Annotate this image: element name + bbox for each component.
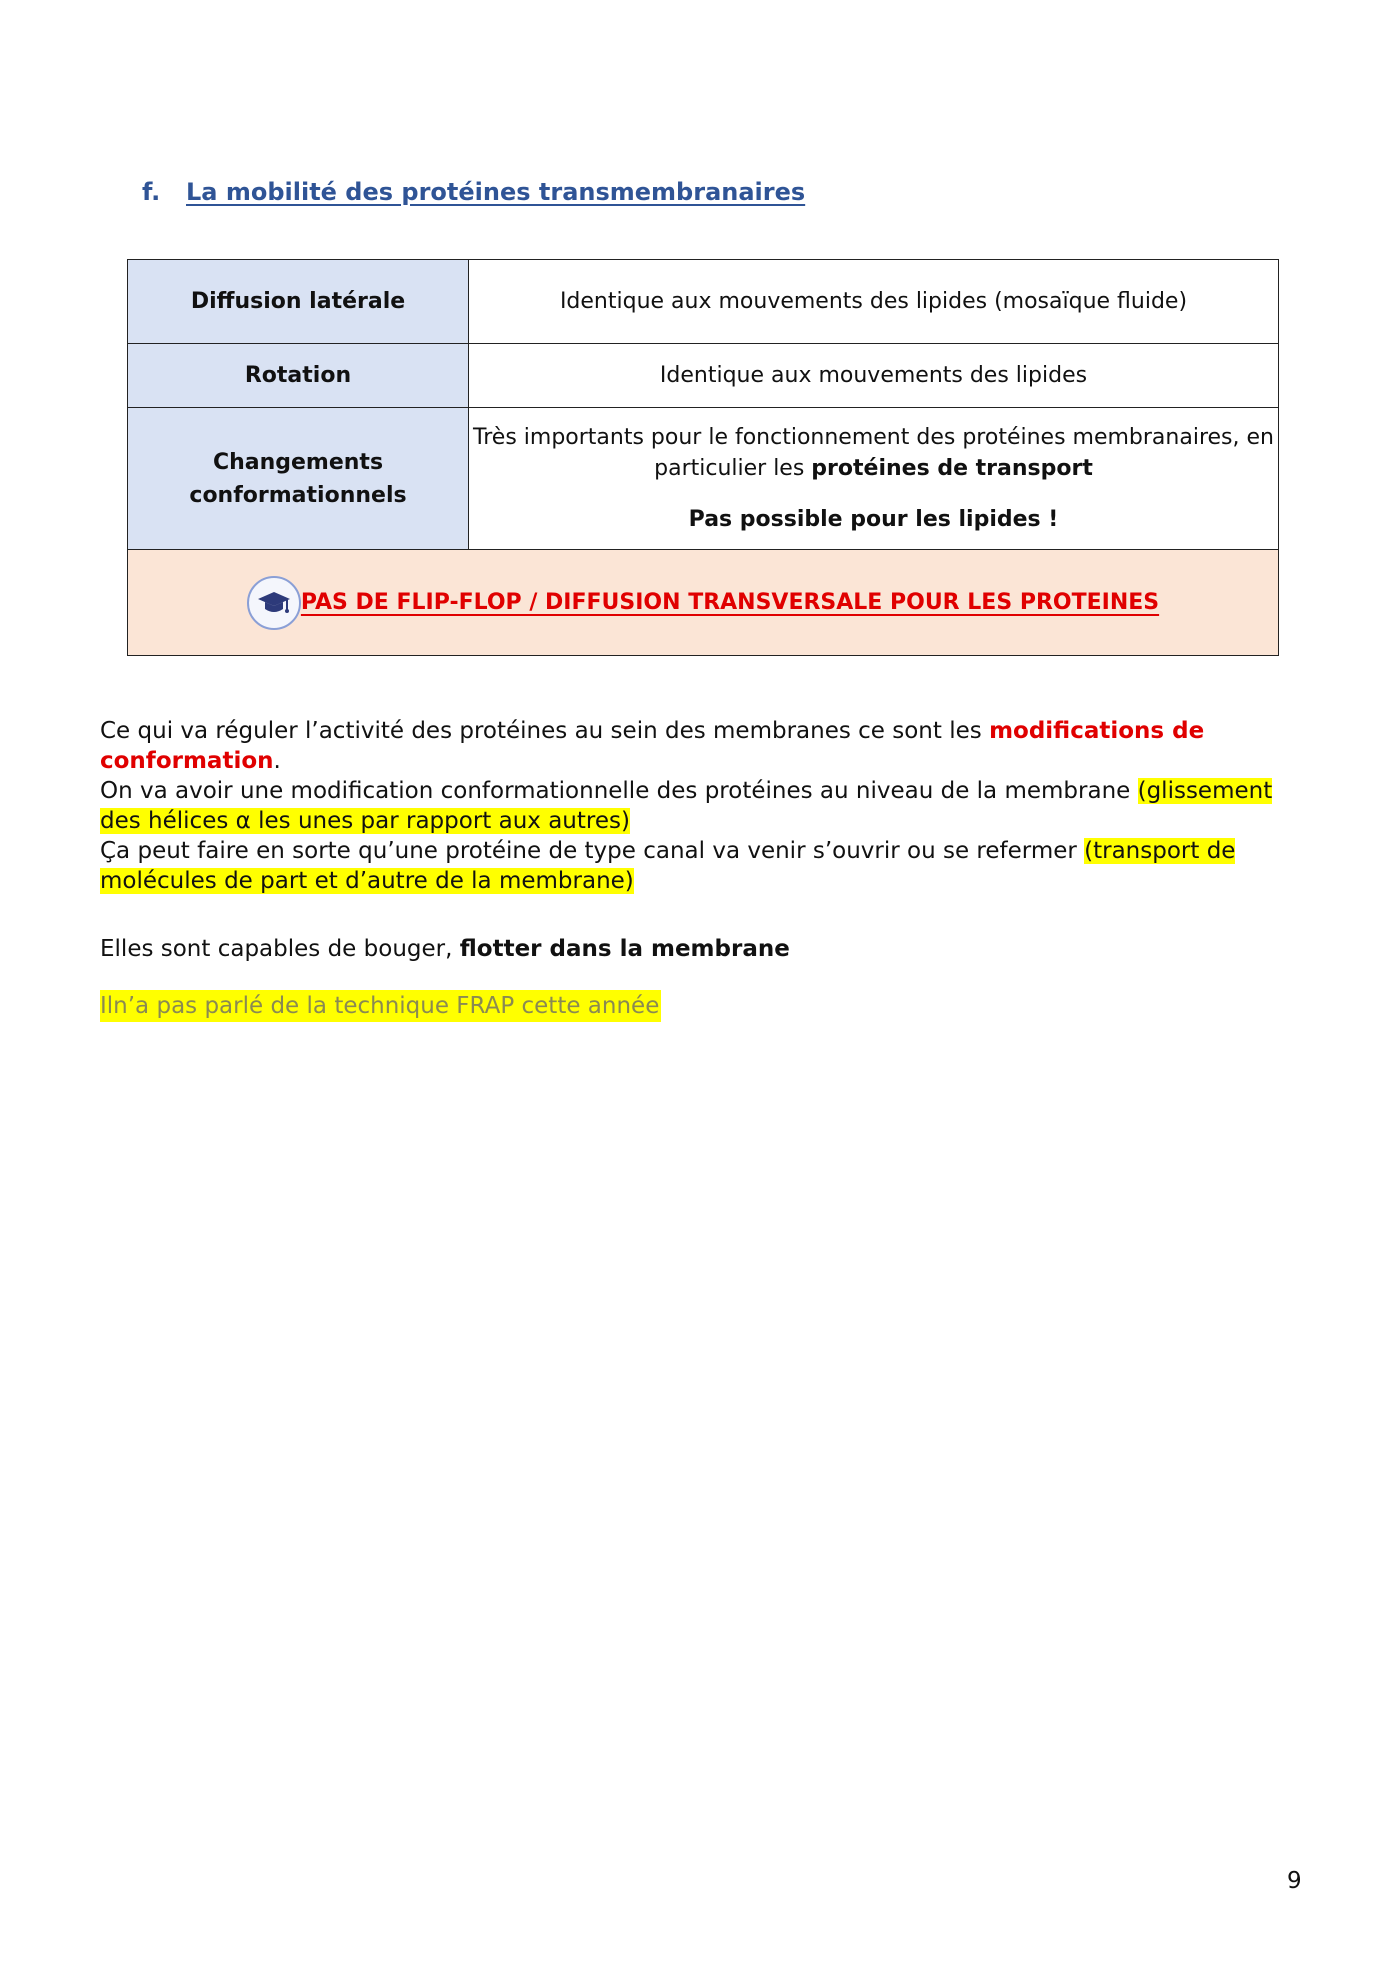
table-row: [128, 260, 1279, 344]
paragraph-text: Ça peut faire en sorte qu’une protéine de type canal va venir s’ouvrir ou se refermer: [100, 838, 1085, 864]
value-note-text: Pas possible pour les lipides !: [688, 507, 1059, 533]
label-line: conformationnels: [189, 482, 407, 508]
value-text: particulier les: [654, 456, 812, 482]
value-note: [469, 504, 1278, 535]
table-row: [128, 344, 1279, 407]
bold-text: flotter dans la membrane: [459, 936, 790, 962]
body-text: [100, 716, 1310, 964]
row-value: Identique aux mouvements des lipides: [469, 344, 1279, 407]
paragraph-text: Elles sont capables de bouger,: [100, 936, 460, 962]
alert-cell: [128, 550, 1279, 656]
paragraph: [100, 934, 1310, 964]
row-label: Rotation: [128, 344, 469, 407]
highlighted-text: (glissement des hélices α les unes par rapport aux autres): [100, 778, 1273, 834]
row-value: [469, 407, 1279, 550]
value-line: [469, 453, 1278, 484]
emphasis-red: modifications de conformation: [100, 718, 1205, 774]
value-bold: protéines de transport: [811, 456, 1093, 482]
label-line: Changements: [212, 449, 384, 475]
graduation-cap-icon: [247, 576, 301, 630]
paragraph: [100, 716, 1310, 776]
section-heading: [142, 178, 805, 206]
alert-text: PAS DE FLIP-FLOP / DIFFUSION TRANSVERSALE POUR LES PROTEINES: [300, 590, 1160, 616]
paragraph-text: Ce qui va réguler l’activité des protéines au sein des membranes ce sont les: [100, 718, 990, 744]
highlighted-text: (transport de molécules de part et d’autre de la membrane): [100, 838, 1236, 894]
row-value: Identique aux mouvements des lipides (mosaïque fluide): [469, 260, 1279, 344]
section-title: La mobilité des protéines transmembranaires: [186, 178, 806, 206]
highlighted-note: Iln’a pas parlé de la technique FRAP cette année: [100, 990, 661, 1022]
alert-banner: [247, 576, 1159, 630]
mobility-table: [127, 259, 1279, 656]
table-row: [128, 407, 1279, 550]
paragraph-text: .: [273, 748, 281, 774]
alert-row: [128, 550, 1279, 656]
row-label: [128, 407, 469, 550]
paragraph: [100, 776, 1310, 836]
page-number: 9: [1287, 1868, 1302, 1894]
paragraph: [100, 836, 1310, 896]
section-number: f.: [142, 178, 161, 206]
paragraph-text: On va avoir une modification conformationnelle des protéines au niveau de la membrane: [100, 778, 1138, 804]
row-label: Diffusion latérale: [128, 260, 469, 344]
value-line: Très importants pour le fonctionnement des protéines membranaires, en: [473, 425, 1274, 451]
